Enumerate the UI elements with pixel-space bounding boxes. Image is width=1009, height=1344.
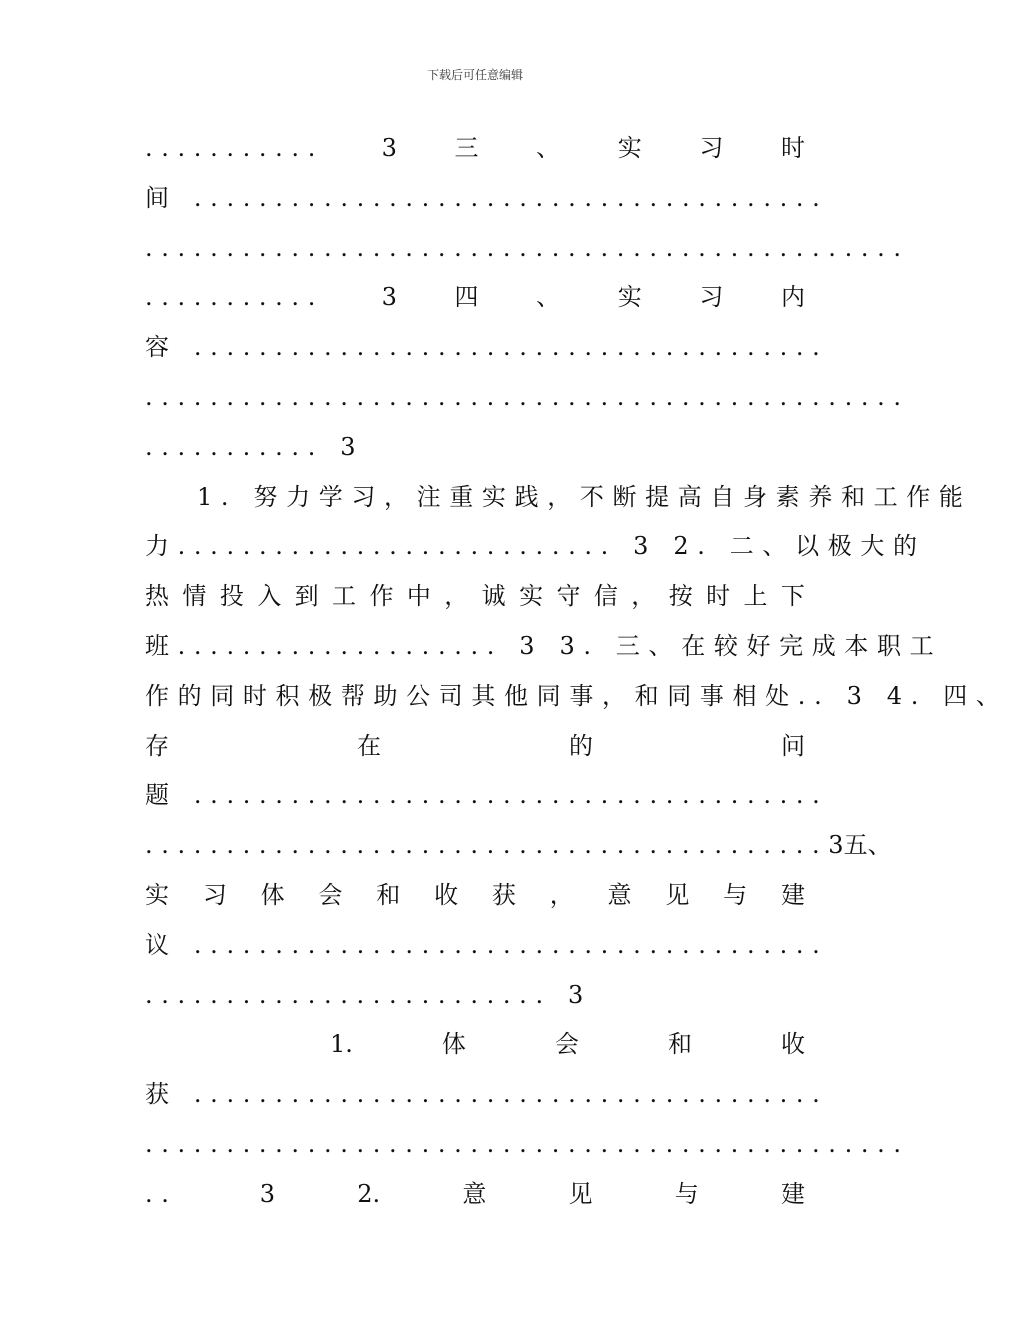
toc-word: 下 bbox=[780, 582, 805, 611]
toc-word: 习 bbox=[202, 880, 227, 909]
toc-line: ............................................... bbox=[145, 233, 910, 262]
toc-word: 与 bbox=[723, 880, 748, 909]
toc-line: ............................................... bbox=[145, 1129, 910, 1158]
toc-line: ......................... 3 bbox=[145, 980, 592, 1009]
toc-word: 和 bbox=[667, 1030, 692, 1059]
toc-line bbox=[145, 1020, 805, 1070]
toc-word: 习 bbox=[699, 134, 724, 162]
toc-word: 1. bbox=[330, 1030, 353, 1059]
toc-word: 3 bbox=[259, 1179, 276, 1208]
toc-word: 见 bbox=[665, 880, 690, 909]
toc-word: 建 bbox=[780, 880, 805, 909]
toc-word: 见 bbox=[568, 1179, 593, 1208]
toc-word: 意 bbox=[607, 880, 632, 909]
toc-line bbox=[145, 821, 892, 871]
toc-word: .. bbox=[145, 1179, 178, 1208]
toc-word: 到 bbox=[294, 582, 319, 611]
toc-word: 入 bbox=[257, 582, 282, 611]
toc-line: 班.................... 3 3. 三、在较好完成本职工 bbox=[145, 631, 943, 660]
toc-word: 收 bbox=[780, 1030, 805, 1059]
toc-word: ........... bbox=[145, 283, 324, 312]
toc-word: 3 bbox=[828, 831, 844, 860]
toc-word: 3 bbox=[381, 134, 397, 162]
toc-word: 体 bbox=[260, 880, 285, 909]
toc-line: 间 ....................................... bbox=[145, 183, 829, 212]
toc-word: 中 bbox=[406, 582, 431, 611]
toc-line: 题 ....................................... bbox=[145, 781, 829, 810]
toc-word: 四 bbox=[454, 283, 479, 312]
toc-line: ........... 3 bbox=[145, 432, 365, 461]
toc-line bbox=[145, 572, 805, 622]
toc-word: 会 bbox=[554, 1030, 579, 1059]
toc-word: 作 bbox=[369, 582, 394, 611]
toc-word: 情 bbox=[182, 582, 207, 611]
toc-line: ............................................... bbox=[145, 382, 910, 411]
toc-word: 上 bbox=[743, 582, 768, 611]
toc-word: 时 bbox=[706, 582, 731, 611]
toc-word: 与 bbox=[674, 1179, 699, 1208]
toc-word: 的 bbox=[569, 731, 593, 760]
toc-word: 在 bbox=[357, 731, 381, 760]
toc-word: 时 bbox=[781, 134, 805, 162]
toc-word: 建 bbox=[780, 1179, 805, 1208]
toc-line bbox=[145, 1170, 805, 1220]
toc-line: 力........................... 3 2. 二、以极大的 bbox=[145, 532, 926, 561]
toc-word: 实 bbox=[617, 283, 642, 312]
toc-word: 诚 bbox=[481, 582, 506, 611]
toc-word: 会 bbox=[318, 880, 343, 909]
toc-word: ........... bbox=[145, 134, 324, 162]
toc-word: 实 bbox=[145, 880, 169, 909]
toc-line bbox=[145, 273, 805, 323]
toc-word: 问 bbox=[781, 731, 805, 760]
toc-line bbox=[145, 124, 805, 174]
toc-word: 习 bbox=[699, 283, 724, 312]
toc-word: 三 bbox=[454, 134, 479, 162]
toc-word: 2. bbox=[357, 1179, 381, 1208]
toc-line: 作的同时积极帮助公司其他同事，和同事相处.. 3 4. 四、 bbox=[145, 681, 1009, 710]
toc-word: 收 bbox=[434, 880, 459, 909]
toc-word: 、 bbox=[536, 283, 561, 312]
toc-line: 1. 努力学习，注重实践，不断提高自身素养和工作能 bbox=[197, 482, 972, 511]
toc-word: 体 bbox=[441, 1030, 466, 1059]
page-header: 下载后可任意编辑 bbox=[426, 68, 523, 82]
toc-word: 3 bbox=[381, 283, 397, 312]
toc-word: 五、 bbox=[843, 831, 892, 860]
toc-word: 存 bbox=[145, 731, 169, 760]
toc-line bbox=[145, 722, 805, 772]
toc-content bbox=[145, 124, 1009, 1220]
toc-word: 热 bbox=[145, 582, 169, 611]
toc-word: 投 bbox=[219, 582, 244, 611]
toc-line: 获 ....................................... bbox=[145, 1080, 829, 1109]
toc-word: ， bbox=[444, 582, 469, 611]
toc-word: 按 bbox=[668, 582, 693, 611]
toc-line: 容 ....................................... bbox=[145, 333, 829, 362]
toc-line: 议 ....................................... bbox=[145, 930, 829, 959]
toc-word: 工 bbox=[332, 582, 357, 611]
toc-word: 和 bbox=[376, 880, 401, 909]
toc-word: 实 bbox=[617, 134, 642, 162]
toc-word: 、 bbox=[536, 134, 561, 162]
toc-word: .......................................... bbox=[145, 831, 829, 860]
toc-word: 获 bbox=[491, 880, 516, 909]
toc-word: 意 bbox=[462, 1179, 487, 1208]
toc-word: 信 bbox=[593, 582, 618, 611]
toc-line bbox=[145, 871, 805, 921]
toc-word: 守 bbox=[556, 582, 581, 611]
toc-word: 内 bbox=[781, 283, 805, 312]
toc-word: ， bbox=[631, 582, 656, 611]
toc-word: ， bbox=[549, 880, 574, 909]
toc-word: 实 bbox=[519, 582, 544, 611]
